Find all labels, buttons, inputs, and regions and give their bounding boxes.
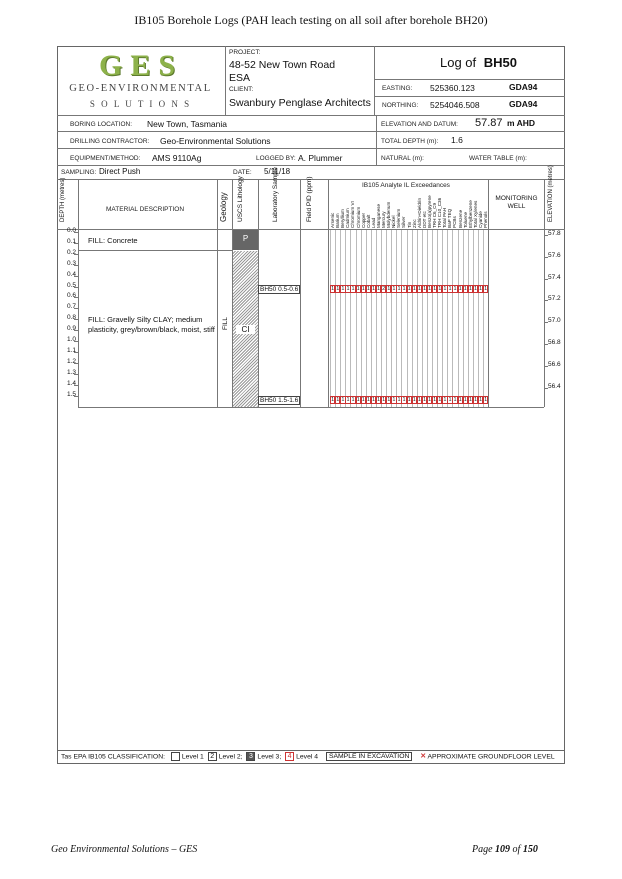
exceedance-cell: 1 [392,397,396,403]
logo-line1: GEO-ENVIRONMENTAL [69,83,212,94]
exceedance-cell: 1 [438,397,442,403]
client-name: Swanbury Penglase Architects [229,97,371,109]
depth-tick [74,276,78,277]
analyte-grid-line [458,230,459,407]
exceedance-cell: 1 [346,397,350,403]
exceedance-cell: 1 [371,286,376,292]
analyte-grid-line [381,230,382,407]
footer-company: Geo Environmental Solutions – GES [51,844,198,855]
exceedance-cell: 1 [407,286,411,292]
analyte-header: TRH C10_C36 [437,197,443,228]
exceedance-cell: 1 [433,286,437,292]
exceedance-cell: 1 [458,286,462,292]
exceedance-cell: 1 [473,286,478,292]
elevation-label: ELEVATION AND DATUM: [381,121,458,128]
exceedance-cell: 1 [448,286,452,292]
exceedance-cell: 1 [346,286,350,292]
depth-tick [74,374,78,375]
depth-tick [74,352,78,353]
depth-tick-label: 0.4 [66,270,76,278]
analyte-grid-line [386,230,387,407]
sampling-value: Direct Push [99,167,141,176]
analyte-header: Phenols [483,211,488,228]
analyte-grid-line [356,230,357,407]
analyte-grid-line [437,230,438,407]
depth-tick-label: 0.5 [66,281,76,289]
exceedance-cell: 1 [458,397,462,403]
project-name: 48-52 New Town Road [229,59,336,71]
page-prefix: Page [472,844,493,855]
depth-tick-label: 1.1 [66,346,76,354]
easting-label: EASTING: [382,85,413,92]
level-1-swatch [171,752,180,761]
exceedance-cell: 1 [361,286,365,292]
analyte-header: DDT etc [421,211,427,228]
analyte-grid-line [371,230,372,407]
easting-value: 525360.123 [430,83,475,93]
level-4-swatch: 4 [285,752,294,761]
legend-classification: Tas EPA IB105 CLASSIFICATION: [61,753,166,761]
analyte-header: Total PAH [442,207,448,228]
analyte-grid-line [345,230,346,407]
analyte-grid-line [422,230,423,407]
ges-logo [58,47,223,115]
analyte-header: Mercury [381,211,386,228]
analyte-grid-line [412,230,413,407]
total-depth-value: 1.6 [451,135,463,145]
analyte-grid-line [396,230,397,407]
depth-tick [74,319,78,320]
elevation-tick-label: 56.4 [548,382,561,390]
natural-label: NATURAL (m): [381,155,424,162]
exceedance-cell: 1 [453,286,457,292]
elevation-tick-label: 57.0 [548,317,561,325]
layer-2-description: FILL: Gravelly Silty CLAY; medium plasticity, grey/brown/black, moist, stiff [88,315,215,334]
analyte-grid-line [463,230,464,407]
exceedance-cell: 1 [382,397,386,403]
project-label: PROJECT: [229,49,261,56]
exceedance-cell: 1 [336,286,340,292]
logo-line2: S O L U T I O N S [89,99,192,109]
analyte-header: PCBs [452,216,458,228]
exceedance-cell: 1 [407,397,411,403]
exceedance-cell: 1 [341,397,345,403]
uscs-concrete-label: P [242,234,249,243]
exceedance-cell: 1 [422,286,427,292]
lab-sample-column-header: Laboratory Sample [272,167,279,222]
analyte-header: Selenium [396,208,402,228]
log-of-label: Log of [440,55,477,70]
analyte-grid-line [432,230,433,407]
exceedance-cell: 1 [402,397,406,403]
elevation-tick-label: 57.4 [548,273,561,281]
analyte-header: Benzo(a)pyrene [426,195,432,228]
depth-tick-label: 0.8 [66,314,76,322]
elevation-tick [544,257,548,258]
elevation-tick [544,235,548,236]
exceedance-cell: 1 [428,397,432,403]
legend [61,752,555,761]
water-table-label: WATER TABLE (m): [469,155,527,162]
depth-tick [74,265,78,266]
analyte-header: Arsenic [330,212,335,228]
depth-tick [74,341,78,342]
exceedance-cell: 1 [463,286,467,292]
exceedance-cell: 1 [448,397,452,403]
analyte-grid-line [340,230,341,407]
depth-tick-label: 1.5 [66,390,76,398]
depth-tick [74,396,78,397]
layer-1-description: FILL: Concrete [88,236,138,245]
analyte-grid-line [350,230,351,407]
analyte-header: Toluene [462,211,468,228]
elevation-tick [544,388,548,389]
exceedance-cell: 1 [351,286,355,292]
elevation-tick [544,344,548,345]
elevation-tick-label: 57.2 [548,295,561,303]
exceedance-cell: 1 [438,286,442,292]
exceedance-cell: 1 [443,397,447,403]
exceedance-cell: 1 [387,397,391,403]
uscs-column-header: USCS Lithology [237,176,244,222]
exceedance-cell: 1 [356,286,360,292]
log-of-title [440,55,517,70]
analyte-header: Copper [360,212,366,228]
exceedance-cell: 1 [433,397,437,403]
exceedance-cell: 1 [397,397,401,403]
analyte-header: Beryllium [340,209,346,228]
depth-tick-label: 1.0 [66,336,76,343]
depth-tick-label: 0.2 [66,248,76,256]
legend-level3: Level 3; [257,753,282,761]
exceedance-cell: 1 [412,397,416,403]
exceedance-cell: 1 [371,397,376,403]
x-mark-icon: ✕ [420,753,426,761]
legend-sample-box: SAMPLE IN EXCAVATION [326,752,412,761]
legend-level2: Level 2; [218,753,243,761]
depth-tick [74,363,78,364]
analyte-header: BaP TEQ [447,208,453,228]
analyte-grid-line [473,230,474,407]
exceedance-cell: 1 [331,286,335,292]
depth-tick [74,232,78,233]
depth-tick [74,297,78,298]
northing-value: 5254046.508 [430,100,480,110]
analyte-header: Silver [401,216,407,228]
elevation-column-header: ELEVATION (metres) [548,165,554,222]
exceedance-cell: 1 [484,397,488,403]
analyte-header: Chromium VI [350,201,356,228]
depth-column-header: DEPTH (metres) [60,177,66,222]
document-title: IB105 Borehole Logs (PAH leach testing on all soil after borehole BH20) [134,13,488,27]
geology-column-header: Geology [219,192,228,222]
elevation-unit: m AHD [507,118,536,128]
exceedance-cell: 1 [366,286,370,292]
exceedance-cell: 1 [336,397,340,403]
analyte-grid-line [407,230,408,407]
exceedance-cell: 1 [428,286,432,292]
analyte-grid-line [330,230,331,407]
exceedance-cell: 1 [412,286,416,292]
depth-tick [74,243,78,244]
depth-tick-label: 0.1 [66,237,76,245]
uscs-clay-label: CI [236,325,255,334]
level-3-swatch: 3 [246,752,255,761]
depth-tick [74,308,78,309]
exceedance-cell: 1 [351,397,355,403]
exceedance-cell: 1 [356,397,360,403]
exceedance-cell: 1 [392,286,396,292]
page-number: 109 [495,844,511,855]
analyte-header: Ethylbenzene [467,200,473,228]
legend-level4: Level 4 [296,753,319,761]
analyte-grid-line [478,230,479,407]
depth-tick-label: 1.2 [66,357,76,365]
analyte-header: Manganese [375,203,381,228]
depth-tick-label: 0.6 [66,292,76,300]
depth-tick-label: 0.3 [66,259,76,267]
analyte-header: Zinc [411,219,417,228]
analyte-header: Benzene [457,209,463,228]
analyte-header: Tin [406,221,412,228]
logged-by-label: LOGGED BY: [256,155,296,162]
analyte-grid-line [366,230,367,407]
legend-level1: Level 1 [181,753,204,761]
exceedance-cell: 1 [341,286,345,292]
elevation-tick-label: 56.6 [548,360,561,368]
exceedance-cell: 1 [417,286,421,292]
sample-2-label: BH50 1.5-1.6 [260,397,299,404]
analyte-header: TRH C6_C9 [432,202,437,228]
exceedance-cell: 1 [468,286,472,292]
project-name-2: ESA [229,72,251,84]
analyte-header: Aldrin+Dieldrin [416,197,422,228]
analyte-grid-line [401,230,402,407]
analyte-grid-line [335,230,336,407]
footer-page [472,844,538,855]
boring-label: BORING LOCATION: [70,121,132,128]
elevation-tick-label: 57.8 [548,230,561,237]
exceedance-cell: 1 [377,397,381,403]
analyte-header: Barium [335,213,341,228]
page-total: 150 [522,844,538,855]
analyte-grid-line [391,230,392,407]
legend-groundfloor: APPROXIMATE GROUNDFLOOR LEVEL [427,753,555,761]
analyte-header: Molybdenum [386,201,392,228]
exceedance-cell: 1 [468,397,472,403]
pid-column-header: Field PID (ppm) [306,176,313,222]
total-depth-label: TOTAL DEPTH (m): [381,138,439,145]
sample-1-label: BH50 0.5-0.6 [260,286,299,293]
depth-tick [74,254,78,255]
exceedance-cell: 1 [484,286,488,292]
depth-tick-label: 0.9 [66,325,76,333]
analyte-title: IB105 Analyte IL Exceedances [362,182,450,189]
exceedance-cell: 1 [402,286,406,292]
analyte-grid-line [376,230,377,407]
exceedance-cell: 1 [422,397,427,403]
elevation-tick-label: 57.6 [548,251,561,259]
material-column-header: MATERIAL DESCRIPTION [106,206,185,213]
date-label: DATE: [233,169,252,176]
sampling-label: SAMPLING: [61,169,97,176]
analyte-header: Chromium [355,206,361,228]
analyte-grid-line [468,230,469,407]
depth-tick-label: 0.0 [66,227,76,234]
analyte-header: Cadmium [345,208,351,228]
easting-datum: GDA94 [509,82,538,92]
drilling-contractor: Geo-Environmental Solutions [160,136,271,146]
equipment-label: EQUIPMENT/METHOD: [70,155,141,162]
analyte-grid-line [452,230,453,407]
drilling-label: DRILLING CONTRACTOR: [70,138,150,145]
depth-tick [74,330,78,331]
exceedance-cell: 1 [417,397,421,403]
depth-tick-label: 1.4 [66,379,76,387]
analyte-header: Nickel [391,215,397,228]
level-2-swatch: 2 [208,752,217,761]
boring-location: New Town, Tasmania [147,119,228,129]
northing-label: NORTHING: [382,102,419,109]
exceedance-cell: 2 [382,286,386,292]
equipment-value: AMS 9110Ag [152,153,202,163]
analyte-grid-line [417,230,418,407]
exceedance-cell: 1 [397,286,401,292]
analyte-grid-line [447,230,448,407]
elevation-tick-label: 56.8 [548,339,561,346]
elevation-tick [544,300,548,301]
exceedance-cell: 1 [473,397,478,403]
depth-tick-label: 0.7 [66,303,76,311]
analyte-header: Total Xylenes [472,200,478,228]
client-label: CLIENT: [229,86,254,93]
exceedance-cell: 1 [366,397,370,403]
logo-letters: GES [98,49,184,82]
analyte-header: Cobalt [365,214,371,228]
analyte-grid-line [442,230,443,407]
northing-datum: GDA94 [509,99,538,109]
date-value: 5/11/18 [264,167,291,176]
exceedance-cell: 1 [443,286,447,292]
elevation-tick [544,279,548,280]
analyte-header: Cyanide [477,211,483,228]
exceedance-cell: 1 [453,397,457,403]
exceedance-cell: 1 [331,397,335,403]
elevation-tick [544,322,548,323]
exceedance-cell: 1 [377,286,381,292]
depth-tick [74,287,78,288]
exceedance-cell: 1 [463,397,467,403]
exceedance-cell: 1 [387,286,391,292]
analyte-grid-line [427,230,428,407]
analyte-header: Lead [370,217,376,228]
analyte-grid-line [483,230,484,407]
analyte-grid-line [361,230,362,407]
borehole-id: BH50 [483,55,518,70]
depth-tick [74,385,78,386]
logged-by-value: A. Plummer [298,153,343,163]
exceedance-cell: 1 [479,286,483,292]
depth-tick-label: 1.3 [66,368,76,376]
elevation-value: 57.87 [475,117,503,129]
page-of: of [512,844,521,855]
exceedance-cell: 1 [479,397,483,403]
layer-2-geology: FILL [222,316,229,330]
monitoring-well-header: MONITORING WELL [495,195,538,210]
exceedance-cell: 1 [361,397,365,403]
elevation-tick [544,366,548,367]
